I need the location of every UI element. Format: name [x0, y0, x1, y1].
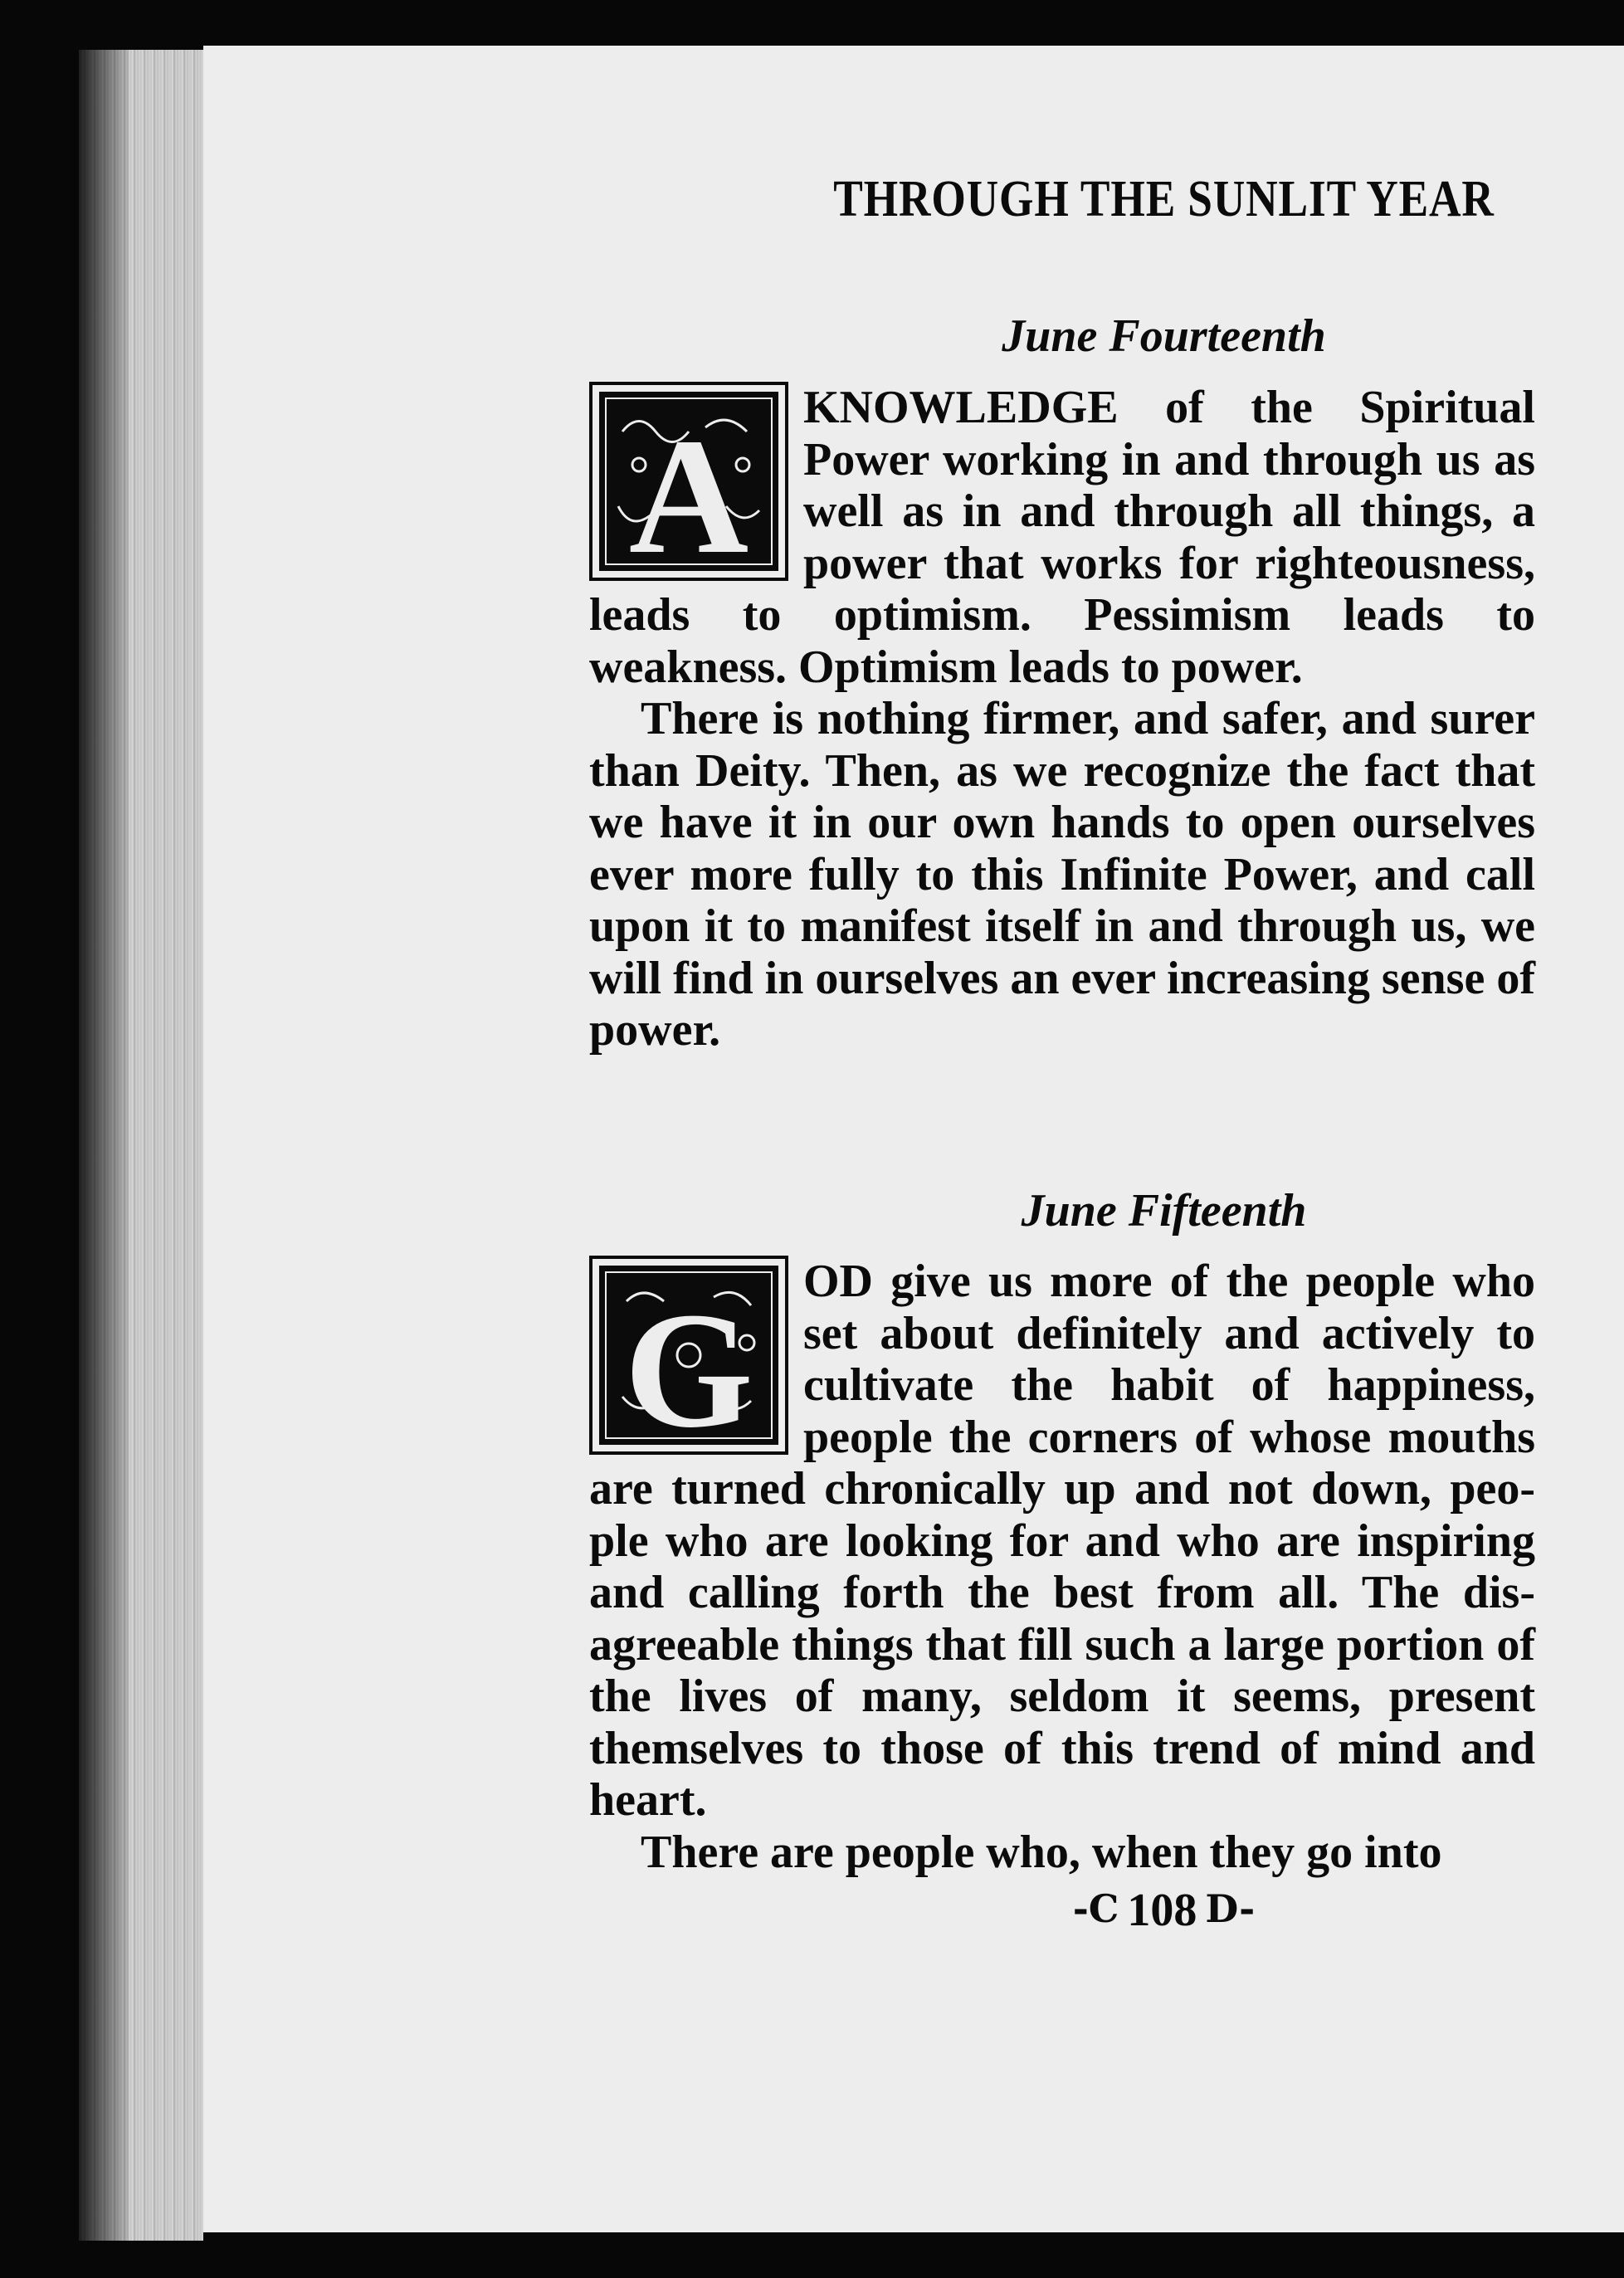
- paragraph: There are people who, when they go into: [641, 1826, 1442, 1878]
- entry-heading-june-fourteenth: June Fourteenth: [1002, 310, 1326, 362]
- entry-heading-june-fifteenth: June Fifteenth: [1021, 1185, 1307, 1237]
- page-footer: [589, 1884, 1624, 1937]
- dropcap-a-ornament: [589, 382, 788, 581]
- right-ornament-icon: D-: [1205, 1886, 1256, 1931]
- paragraph: There is nothing firmer, and safer, and surer than Deity. Then, as we recognize the fact that we have it in our own hands to open ourselves ever more fully to this Infinite Power, and call upon it to manifest itself in and through us, we will find in ourselves an ever increasing sense of power.: [589, 693, 1535, 1056]
- dropcap-g-ornament: [589, 1256, 788, 1455]
- paragraph: OD give us more of the people who set about definitely and actively to cultivate the habit of happiness, people the corners of whose mouths are turned chronically up and not down, peo-ple who are looking for and who are inspiring and calling forth the best from all. The dis-agreeable things that fill such a large portion of the lives of many, seldom it seems, present themselves to those of this trend of mind and heart.: [589, 1256, 1535, 1826]
- entry-june-fourteenth: [589, 382, 1535, 1056]
- svg-text:A: A: [628, 405, 749, 581]
- running-head: THROUGH THE SUNLIT YEAR: [833, 171, 1495, 227]
- page-number: 108: [1127, 1885, 1197, 1936]
- dropcap-a-icon: [589, 382, 788, 581]
- svg-text:G: G: [624, 1279, 753, 1455]
- paragraph: KNOWLEDGE of the Spiritual Power working in and through us as well as in and through all things, a power that works for righteousness, leads to optimism. Pessimism leads to weakness. Optimism leads to power.: [589, 382, 1535, 693]
- entry-june-fifteenth: [589, 1256, 1535, 1878]
- gutter-shadow: [79, 50, 129, 2241]
- book-page: [203, 46, 1624, 2232]
- dropcap-g-icon: [589, 1256, 788, 1455]
- left-ornament-icon: -C: [1072, 1886, 1119, 1931]
